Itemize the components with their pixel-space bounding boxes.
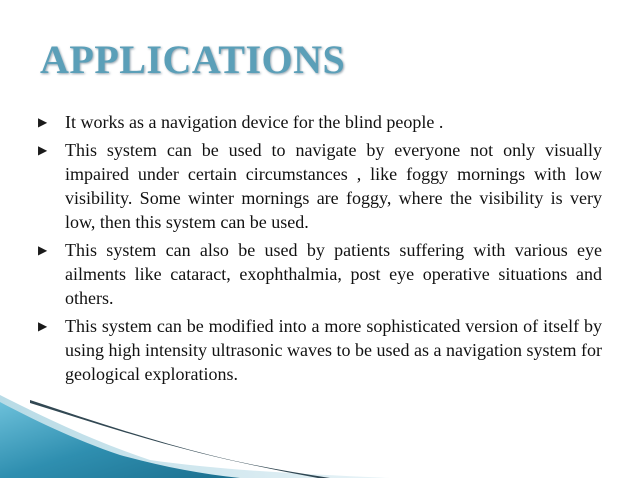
bullet-item — [38, 238, 602, 310]
bullet-text: This system can be used to navigate by everyone not only visually impaired under certain circumstances , like foggy mornings with low visibility. Some winter mornings are foggy, where the visibility is very low, then this system can be used. — [65, 140, 602, 232]
bullet-arrow-icon: ▶ — [38, 115, 48, 129]
bullet-arrow-icon: ▶ — [38, 243, 48, 257]
slide-title: APPLICATIONS — [40, 37, 346, 82]
bullet-text: This system can also be used by patients suffering with various eye ailments like cataract, exophthalmia, post eye operative situations and others. — [65, 240, 602, 308]
bullet-arrow-icon: ▶ — [38, 143, 48, 157]
bullet-arrow-icon: ▶ — [38, 319, 48, 333]
bullet-list — [38, 110, 602, 390]
bullet-item — [38, 138, 602, 234]
bullet-item — [38, 110, 602, 134]
bullet-text: This system can be modified into a more sophisticated version of itself by using high intensity ultrasonic waves to be used as a navigation system for geological explorations. — [65, 316, 602, 384]
bullet-item — [38, 314, 602, 386]
bullet-text: It works as a navigation device for the blind people . — [65, 112, 444, 132]
